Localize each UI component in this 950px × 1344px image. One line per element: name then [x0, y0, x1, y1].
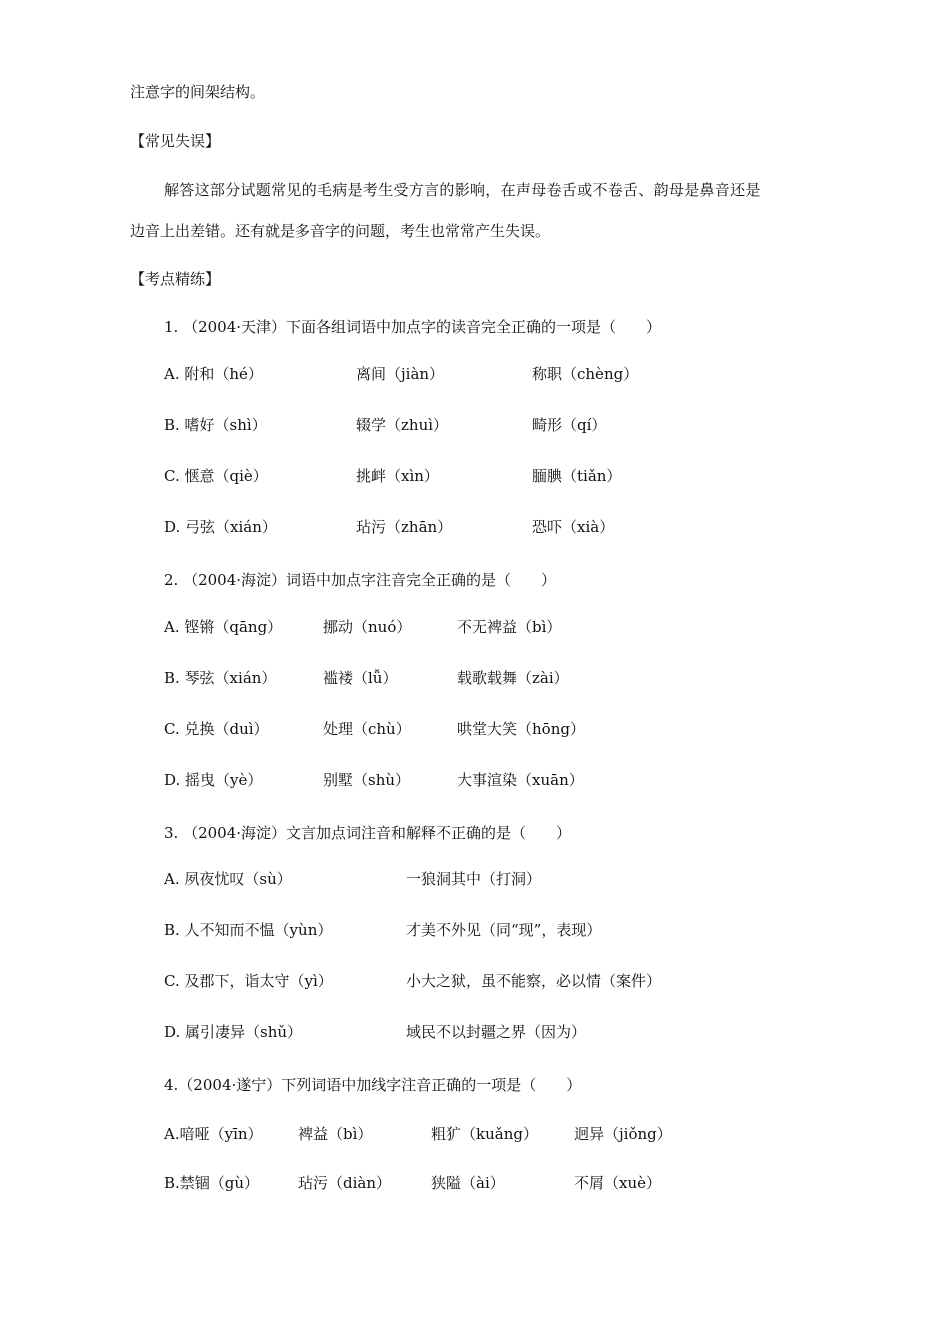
q4-option-a-item-3: 粗犷（kuǎng）: [431, 1125, 538, 1143]
q2-option-c-item-3: 哄堂大笑（hōng）: [457, 720, 585, 738]
q1-option-b-item-1: B. 嗜好（shì）: [164, 416, 267, 434]
q3-option-c-item-2: 小大之狱，虽不能察，必以情（案件）: [406, 972, 662, 990]
q3-option-b-item-2: 才美不外见（同“现”，表现）: [406, 921, 602, 939]
q1-option-a-item-1: A. 附和（hé）: [164, 365, 263, 383]
q1-option-a-item-2: 离间（jiàn）: [356, 365, 445, 383]
q3-option-a-item-1: A. 夙夜忧叹（sù）: [164, 870, 292, 888]
q2-option-d-item-2: 别墅（shù）: [323, 771, 411, 789]
q2-option-c-item-1: C. 兑换（duì）: [164, 720, 269, 738]
q3-option-d-item-2: 域民不以封疆之界（因为）: [406, 1023, 587, 1041]
q1-option-b-item-3: 畸形（qí）: [532, 416, 607, 434]
practice-heading: 【考点精练】: [130, 270, 221, 288]
question-1-stem: 1. （2004·天津）下面各组词语中加点字的读音完全正确的一项是（ ）: [164, 318, 662, 336]
q3-option-d-item-1: D. 属引凄异（shǔ）: [164, 1023, 303, 1041]
q4-option-a-item-2: 裨益（bì）: [298, 1125, 373, 1143]
q4-option-b-item-4: 不屑（xuè）: [574, 1174, 661, 1192]
q3-option-a-item-2: 一狼洞其中（打洞）: [406, 870, 542, 888]
question-3-stem: 3. （2004·海淀）文言加点词注音和解释不正确的是（ ）: [164, 824, 572, 842]
q2-option-b-item-2: 褴褛（lǚ）: [323, 669, 398, 687]
q2-option-d-item-1: D. 摇曳（yè）: [164, 771, 263, 789]
q3-option-c-item-1: C. 及郡下，诣太守（yì）: [164, 972, 333, 990]
q3-option-b-item-1: B. 人不知而不愠（yùn）: [164, 921, 333, 939]
q2-option-a-item-1: A. 铿锵（qāng）: [164, 618, 283, 636]
q2-option-d-item-3: 大事渲染（xuān）: [457, 771, 584, 789]
errors-paragraph-line-2: 边音上出差错。还有就是多音字的问题，考生也常常产生失误。: [130, 222, 551, 240]
q2-option-a-item-3: 不无裨益（bì）: [457, 618, 562, 636]
q1-option-b-item-2: 辍学（zhuì）: [356, 416, 449, 434]
q1-option-c-item-1: C. 惬意（qiè）: [164, 467, 268, 485]
q1-option-c-item-3: 腼腆（tiǎn）: [532, 467, 622, 485]
q2-option-b-item-1: B. 琴弦（xián）: [164, 669, 277, 687]
q2-option-b-item-3: 载歌载舞（zài）: [457, 669, 569, 687]
q4-option-a-item-4: 迥异（jiǒng）: [574, 1125, 672, 1143]
q1-option-d-item-1: D. 弓弦（xián）: [164, 518, 277, 536]
q1-option-d-item-2: 玷污（zhān）: [356, 518, 453, 536]
errors-heading: 【常见失误】: [130, 132, 221, 150]
q1-option-c-item-2: 挑衅（xìn）: [356, 467, 439, 485]
errors-paragraph-line-1: 解答这部分试题常见的毛病是考生受方言的影响，在声母卷舌或不卷舌、韵母是鼻音还是: [164, 181, 761, 199]
question-2-stem: 2. （2004·海淀）词语中加点字注音完全正确的是（ ）: [164, 571, 557, 589]
q4-option-b-item-3: 狭隘（ài）: [431, 1174, 505, 1192]
q4-option-b-item-2: 玷污（diàn）: [298, 1174, 392, 1192]
q1-option-a-item-3: 称职（chèng）: [532, 365, 639, 383]
q1-option-d-item-3: 恐吓（xià）: [532, 518, 615, 536]
intro-line: 注意字的间架结构。: [130, 83, 266, 101]
q4-option-b-item-1: B.禁锢（gù）: [164, 1174, 260, 1192]
q2-option-c-item-2: 处理（chù）: [323, 720, 411, 738]
q4-option-a-item-1: A.喑哑（yīn）: [164, 1125, 263, 1143]
q2-option-a-item-2: 挪动（nuó）: [323, 618, 412, 636]
question-4-stem: 4.（2004·遂宁）下列词语中加线字注音正确的一项是（ ）: [164, 1076, 582, 1094]
